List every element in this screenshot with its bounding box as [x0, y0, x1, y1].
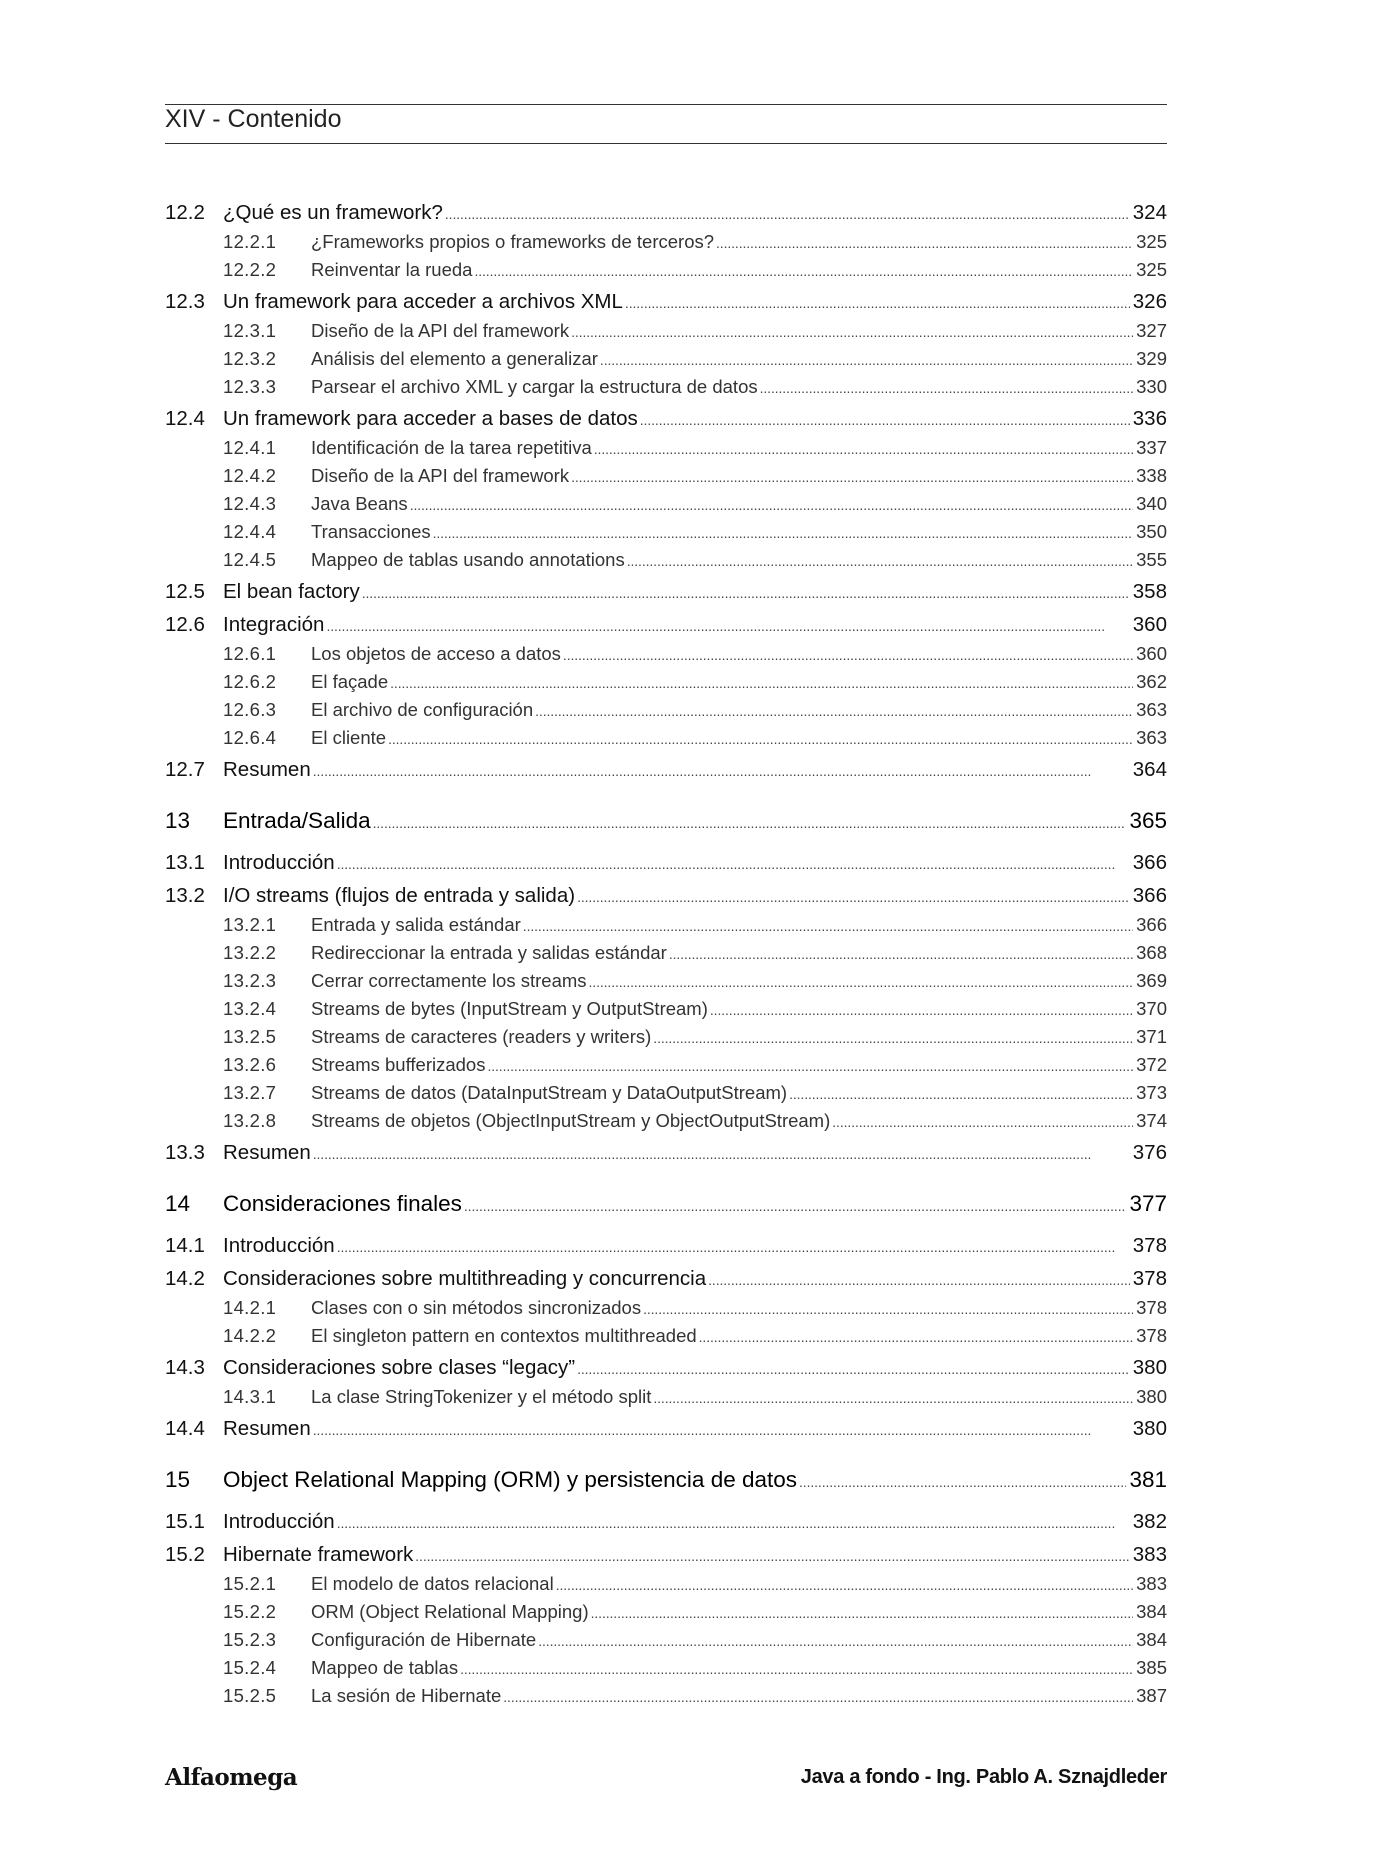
toc-subsection-entry [165, 1026, 1167, 1054]
toc-entry-title: ¿Frameworks propios o frameworks de terceros? [311, 231, 715, 252]
toc-entry-title: Streams de caracteres (readers y writers) [311, 1026, 652, 1047]
toc-entry-number: 12.6.1 [223, 643, 277, 664]
toc-entry-page: 324 [1132, 201, 1167, 224]
toc-entry-number: 12.3.1 [223, 320, 277, 341]
toc-entry-page: 350 [1136, 521, 1167, 542]
toc-entry-number: 15.2.5 [223, 1685, 277, 1706]
toc-subsection-entry [165, 1110, 1167, 1138]
toc-entry-number: 14 [165, 1191, 191, 1216]
toc-entry-page: 385 [1136, 1657, 1167, 1678]
toc-chapter-entry [165, 802, 1167, 848]
toc-section-entry [165, 1540, 1167, 1573]
toc-subsection-entry [165, 1386, 1167, 1414]
toc-entry-page: 329 [1136, 348, 1167, 369]
dot-leader [627, 549, 1133, 571]
dot-leader [337, 1234, 1130, 1258]
toc-entry-number: 12.4.2 [223, 465, 277, 486]
toc-entry-title: El modelo de datos relacional [311, 1573, 554, 1594]
toc-entry-number: 12.4.3 [223, 493, 277, 514]
toc-subsection-entry [165, 1573, 1167, 1601]
toc-entry-title: Resumen [223, 1417, 311, 1440]
toc-entry-number: 15.2 [165, 1543, 205, 1566]
toc-subsection-entry [165, 643, 1167, 671]
toc-section-entry [165, 881, 1167, 914]
toc-entry-title: Reinventar la rueda [311, 259, 473, 280]
toc-section-entry [165, 1138, 1167, 1171]
toc-section-entry [165, 1231, 1167, 1264]
toc-entry-title: Entrada y salida estándar [311, 914, 521, 935]
toc-entry-page: 383 [1132, 1543, 1167, 1566]
toc-entry-number: 13 [165, 808, 191, 833]
toc-section-entry [165, 1353, 1167, 1386]
toc-section-entry [165, 404, 1167, 437]
toc-entry-number: 13.3 [165, 1141, 205, 1164]
toc-entry-title: Introducción [223, 851, 335, 874]
table-of-contents [165, 198, 1167, 1713]
dot-leader [789, 1082, 1133, 1104]
toc-section-entry [165, 1414, 1167, 1447]
toc-entry-title: Un framework para acceder a archivos XML [223, 290, 623, 313]
toc-entry-title: Cerrar correctamente los streams [311, 970, 587, 991]
toc-chapter-entry [165, 1461, 1167, 1507]
toc-entry-number: 12.4.5 [223, 549, 277, 570]
toc-subsection-entry [165, 259, 1167, 287]
toc-entry-page: 381 [1129, 1467, 1167, 1492]
toc-entry-title: Mappeo de tablas usando annotations [311, 549, 625, 570]
dot-leader [799, 1467, 1126, 1493]
toc-entry-number: 15 [165, 1467, 191, 1492]
toc-entry-number: 14.3 [165, 1356, 205, 1379]
toc-entry-title: Streams de datos (DataInputStream y DataOutputStream) [311, 1082, 788, 1103]
toc-entry-page: 369 [1136, 970, 1167, 991]
toc-entry-number: 13.2.6 [223, 1054, 277, 1075]
toc-entry-page: 338 [1136, 465, 1167, 486]
dot-leader [474, 259, 1133, 281]
toc-entry-title: Mappeo de tablas [311, 1657, 459, 1678]
toc-entry-title: Parsear el archivo XML y cargar la estructura de datos [311, 376, 758, 397]
toc-subsection-entry [165, 1325, 1167, 1353]
dot-leader [577, 1356, 1130, 1380]
dot-leader [390, 671, 1133, 693]
toc-entry-title: Consideraciones finales [223, 1191, 462, 1216]
toc-entry-page: 366 [1136, 914, 1167, 935]
dot-leader [600, 348, 1133, 370]
toc-entry-number: 13.2.7 [223, 1082, 277, 1103]
book-credit: Java a fondo - Ing. Pablo A. Sznajdleder [800, 1766, 1167, 1788]
toc-entry-number: 13.2.2 [223, 942, 277, 963]
dot-leader [571, 320, 1133, 342]
toc-entry-page: 363 [1136, 727, 1167, 748]
dot-leader [577, 884, 1130, 908]
toc-entry-title: La sesión de Hibernate [311, 1685, 502, 1706]
toc-entry-page: 366 [1132, 884, 1167, 907]
toc-entry-title: Un framework para acceder a bases de datos [223, 407, 638, 430]
toc-entry-page: 365 [1129, 808, 1167, 833]
toc-entry-page: 371 [1136, 1026, 1167, 1047]
toc-entry-title: Introducción [223, 1234, 335, 1257]
dot-leader [388, 727, 1133, 749]
dot-leader [594, 437, 1133, 459]
toc-entry-number: 12.2 [165, 201, 205, 224]
toc-entry-page: 358 [1132, 580, 1167, 603]
toc-entry-number: 13.2.3 [223, 970, 277, 991]
toc-entry-number: 13.2.4 [223, 998, 277, 1019]
toc-entry-title: Object Relational Mapping (ORM) y persistencia de datos [223, 1467, 798, 1492]
toc-entry-page: 370 [1136, 998, 1167, 1019]
toc-entry-number: 14.2 [165, 1267, 205, 1290]
toc-entry-number: 12.6.3 [223, 699, 277, 720]
toc-entry-number: 12.2.2 [223, 259, 277, 280]
toc-entry-page: 380 [1132, 1356, 1167, 1379]
dot-leader [538, 1629, 1133, 1651]
dot-leader [433, 521, 1134, 543]
toc-entry-title: Hibernate framework [223, 1543, 414, 1566]
toc-entry-page: 374 [1136, 1110, 1167, 1131]
dot-leader [487, 1054, 1133, 1076]
toc-subsection-entry [165, 914, 1167, 942]
dot-leader [464, 1191, 1127, 1217]
toc-entry-page: 378 [1132, 1267, 1167, 1290]
toc-entry-title: Análisis del elemento a generalizar [311, 348, 598, 369]
dot-leader [326, 613, 1129, 637]
toc-subsection-entry [165, 348, 1167, 376]
dot-leader [708, 1267, 1130, 1291]
toc-entry-number: 12.5 [165, 580, 205, 603]
toc-entry-title: ORM (Object Relational Mapping) [311, 1601, 589, 1622]
toc-entry-page: 325 [1136, 231, 1167, 252]
toc-subsection-entry [165, 699, 1167, 727]
toc-entry-page: 337 [1136, 437, 1167, 458]
toc-entry-page: 372 [1136, 1054, 1167, 1075]
toc-section-entry [165, 1507, 1167, 1540]
toc-entry-title: Transacciones [311, 521, 431, 542]
toc-subsection-entry [165, 1601, 1167, 1629]
toc-entry-number: 14.3.1 [223, 1386, 277, 1407]
toc-entry-title: Consideraciones sobre clases “legacy” [223, 1356, 576, 1379]
dot-leader [571, 465, 1133, 487]
toc-entry-title: Integración [223, 613, 325, 636]
toc-entry-number: 12.4 [165, 407, 205, 430]
toc-entry-page: 364 [1132, 758, 1167, 781]
toc-entry-page: 378 [1136, 1297, 1167, 1318]
toc-subsection-entry [165, 231, 1167, 259]
toc-subsection-entry [165, 998, 1167, 1026]
toc-entry-page: 366 [1132, 851, 1167, 874]
dot-leader [313, 1417, 1130, 1441]
toc-section-entry [165, 577, 1167, 610]
toc-subsection-entry [165, 1629, 1167, 1657]
toc-entry-page: 387 [1136, 1685, 1167, 1706]
toc-entry-page: 378 [1132, 1234, 1167, 1257]
toc-entry-page: 368 [1136, 942, 1167, 963]
toc-subsection-entry [165, 942, 1167, 970]
dot-leader [503, 1685, 1133, 1707]
toc-section-entry [165, 198, 1167, 231]
dot-leader [625, 290, 1130, 314]
toc-entry-number: 12.3 [165, 290, 205, 313]
dot-leader [445, 201, 1130, 225]
toc-entry-page: 360 [1132, 613, 1167, 636]
toc-subsection-entry [165, 437, 1167, 465]
toc-entry-number: 12.6.4 [223, 727, 277, 748]
toc-entry-page: 327 [1136, 320, 1167, 341]
toc-entry-page: 380 [1132, 1417, 1167, 1440]
toc-entry-title: El façade [311, 671, 389, 692]
dot-leader [653, 1386, 1133, 1408]
toc-entry-number: 12.3.3 [223, 376, 277, 397]
dot-leader [832, 1110, 1133, 1132]
toc-entry-title: Consideraciones sobre multithreading y concurrencia [223, 1267, 707, 1290]
toc-subsection-entry [165, 320, 1167, 348]
toc-entry-title: I/O streams (flujos de entrada y salida) [223, 884, 576, 907]
toc-subsection-entry [165, 1685, 1167, 1713]
toc-subsection-entry [165, 1082, 1167, 1110]
toc-entry-title: ¿Qué es un framework? [223, 201, 443, 224]
toc-entry-number: 15.2.1 [223, 1573, 277, 1594]
toc-entry-title: Redireccionar la entrada y salidas estándar [311, 942, 667, 963]
toc-entry-page: 360 [1136, 643, 1167, 664]
toc-entry-number: 12.4.1 [223, 437, 277, 458]
toc-entry-title: Streams de bytes (InputStream y OutputStream) [311, 998, 708, 1019]
toc-entry-number: 13.1 [165, 851, 205, 874]
dot-leader [699, 1325, 1133, 1347]
publisher-logo: Alfaomega [165, 1764, 298, 1791]
toc-entry-number: 12.6 [165, 613, 205, 636]
dot-leader [410, 493, 1133, 515]
dot-leader [313, 758, 1130, 782]
toc-entry-title: Los objetos de acceso a datos [311, 643, 561, 664]
toc-entry-number: 13.2.8 [223, 1110, 277, 1131]
toc-entry-title: El cliente [311, 727, 387, 748]
dot-leader [373, 808, 1127, 834]
toc-section-entry [165, 287, 1167, 320]
dot-leader [362, 580, 1130, 604]
toc-entry-number: 12.4.4 [223, 521, 277, 542]
dot-leader [415, 1543, 1130, 1567]
toc-section-entry [165, 848, 1167, 881]
toc-subsection-entry [165, 727, 1167, 755]
toc-entry-page: 382 [1132, 1510, 1167, 1533]
toc-entry-number: 14.1 [165, 1234, 205, 1257]
toc-subsection-entry [165, 1657, 1167, 1685]
dot-leader [460, 1657, 1133, 1679]
dot-leader [313, 1141, 1130, 1165]
toc-entry-title: Introducción [223, 1510, 335, 1533]
toc-entry-title: Clases con o sin métodos sincronizados [311, 1297, 642, 1318]
toc-entry-title: El archivo de configuración [311, 699, 534, 720]
dot-leader [760, 376, 1134, 398]
toc-entry-number: 14.2.2 [223, 1325, 277, 1346]
toc-subsection-entry [165, 521, 1167, 549]
toc-entry-number: 15.2.2 [223, 1601, 277, 1622]
header-bottom-rule [165, 143, 1167, 144]
toc-section-entry [165, 1264, 1167, 1297]
toc-entry-number: 13.2.1 [223, 914, 277, 935]
toc-subsection-entry [165, 465, 1167, 493]
toc-entry-number: 15.2.3 [223, 1629, 277, 1650]
toc-entry-page: 378 [1136, 1325, 1167, 1346]
toc-entry-page: 380 [1136, 1386, 1167, 1407]
toc-entry-page: 336 [1132, 407, 1167, 430]
toc-entry-number: 15.1 [165, 1510, 205, 1533]
toc-subsection-entry [165, 493, 1167, 521]
toc-entry-number: 12.6.2 [223, 671, 277, 692]
dot-leader [643, 1297, 1133, 1319]
toc-entry-page: 383 [1136, 1573, 1167, 1594]
toc-entry-number: 14.4 [165, 1417, 205, 1440]
dot-leader [669, 942, 1133, 964]
toc-entry-page: 362 [1136, 671, 1167, 692]
dot-leader [589, 970, 1134, 992]
toc-entry-title: Identificación de la tarea repetitiva [311, 437, 592, 458]
toc-entry-number: 12.2.1 [223, 231, 277, 252]
toc-entry-title: Java Beans [311, 493, 408, 514]
toc-subsection-entry [165, 1297, 1167, 1325]
toc-entry-title: Entrada/Salida [223, 808, 371, 833]
toc-subsection-entry [165, 671, 1167, 699]
toc-entry-title: Configuración de Hibernate [311, 1629, 537, 1650]
toc-entry-page: 330 [1136, 376, 1167, 397]
toc-entry-page: 377 [1129, 1191, 1167, 1216]
toc-entry-page: 355 [1136, 549, 1167, 570]
toc-entry-page: 376 [1132, 1141, 1167, 1164]
dot-leader [716, 231, 1133, 253]
toc-entry-page: 373 [1136, 1082, 1167, 1103]
toc-entry-title: La clase StringTokenizer y el método split [311, 1386, 652, 1407]
toc-entry-page: 384 [1136, 1601, 1167, 1622]
toc-entry-number: 13.2.5 [223, 1026, 277, 1047]
dot-leader [640, 407, 1130, 431]
toc-entry-title: El bean factory [223, 580, 360, 603]
toc-entry-title: Streams de objetos (ObjectInputStream y ObjectOutputStream) [311, 1110, 831, 1131]
toc-section-entry [165, 755, 1167, 788]
toc-entry-number: 14.2.1 [223, 1297, 277, 1318]
toc-entry-number: 13.2 [165, 884, 205, 907]
running-head: XIV - Contenido [165, 105, 342, 133]
dot-leader [563, 643, 1133, 665]
toc-entry-title: Resumen [223, 1141, 311, 1164]
toc-entry-page: 325 [1136, 259, 1167, 280]
toc-chapter-entry [165, 1185, 1167, 1231]
toc-subsection-entry [165, 1054, 1167, 1082]
toc-section-entry [165, 610, 1167, 643]
toc-subsection-entry [165, 549, 1167, 577]
toc-subsection-entry [165, 376, 1167, 404]
toc-entry-page: 384 [1136, 1629, 1167, 1650]
dot-leader [337, 851, 1130, 875]
toc-entry-page: 340 [1136, 493, 1167, 514]
dot-leader [535, 699, 1133, 721]
toc-subsection-entry [165, 970, 1167, 998]
dot-leader [556, 1573, 1133, 1595]
toc-entry-title: El singleton pattern en contextos multithreaded [311, 1325, 697, 1346]
dot-leader [653, 1026, 1133, 1048]
toc-entry-title: Streams bufferizados [311, 1054, 486, 1075]
dot-leader [710, 998, 1133, 1020]
dot-leader [337, 1510, 1130, 1534]
dot-leader [523, 914, 1133, 936]
toc-entry-title: Resumen [223, 758, 311, 781]
toc-entry-number: 15.2.4 [223, 1657, 277, 1678]
toc-entry-page: 363 [1136, 699, 1167, 720]
toc-entry-number: 12.3.2 [223, 348, 277, 369]
toc-entry-title: Diseño de la API del framework [311, 320, 570, 341]
toc-entry-page: 326 [1132, 290, 1167, 313]
dot-leader [591, 1601, 1134, 1623]
toc-entry-number: 12.7 [165, 758, 205, 781]
toc-entry-title: Diseño de la API del framework [311, 465, 570, 486]
